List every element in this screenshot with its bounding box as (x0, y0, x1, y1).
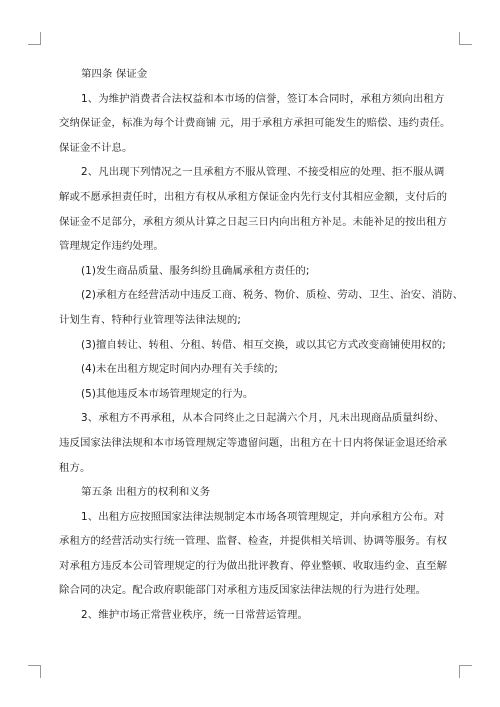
crop-mark-top-right (459, 32, 472, 45)
crop-mark-top-left (28, 32, 41, 45)
paragraph-line: 除合同的决定。配合政府职能部门对承租方违反国家法律法规的行为进行处理。 (59, 584, 427, 597)
paragraph-line: 解或不愿承担责任时，出租方有权从承租方保证金内先行支付其相应金额，支付后的 (59, 190, 448, 203)
paragraph-line: 对承租方违反本公司管理规定的行为做出批评教育、停业整顿、收取违约金、直至解 (59, 559, 448, 572)
crop-mark-bottom-left (28, 665, 41, 678)
paragraph-line: 违反国家法律法规和本市场管理规定等遗留问题，出租方在十日内将保证金退还给承 (59, 436, 448, 449)
paragraph-line: 2、维护市场正常营业秩序，统一日常营运管理。 (81, 609, 309, 622)
paragraph-line: 计划生育、特种行业管理等法律法规的; (59, 313, 241, 326)
list-item-2: (2)承租方在经营活动中违反工商、税务、物价、质检、劳动、卫生、治安、消防、 (81, 289, 464, 302)
section-heading-article-5: 第五条 出租方的权利和义务 (81, 486, 211, 499)
paragraph-line: 1、为维护消费者合法权益和本市场的信誉，签订本合同时，承租方须向出租方 (81, 92, 445, 105)
list-item-5: (5)其他违反本市场管理规定的行为。 (81, 387, 254, 400)
list-item-3: (3)擅自转让、转租、分租、转借、相互交换，或以其它方式改变商铺使用权的; (81, 338, 446, 351)
paragraph-line: 租方。 (59, 461, 91, 474)
paragraph-line: 承租方的经营活动实行统一管理、监督、检查，并提供相关培训、协调等服务。有权 (59, 535, 448, 548)
list-item-4: (4)未在出租方规定时间内办理有关手续的; (81, 363, 278, 376)
paragraph-line: 保证金不足部分，承租方须从计算之日起三日内向出租方补足。未能补足的按出租方 (59, 215, 448, 228)
paragraph-line: 1、出租方应按照国家法律法规制定本市场各项管理规定，并向承租方公布。对 (81, 510, 445, 523)
paragraph-line: 3、承租方不再承租，从本合同终止之日起满六个月，凡未出现商品质量纠纷、 (81, 412, 445, 425)
paragraph-line: 2、凡出现下列情况之一且承租方不服从管理、不接受相应的处理、拒不服从调 (81, 166, 445, 179)
section-heading-article-4: 第四条 保证金 (81, 68, 148, 80)
paragraph-line: 交纳保证金，标准为每个计费商铺 元，用于承租方承担可能发生的赔偿、违约责任。 (59, 117, 451, 130)
paragraph-line: 保证金不计息。 (59, 141, 133, 154)
crop-mark-bottom-right (459, 665, 472, 678)
list-item-1: (1)发生商品质量、服务纠纷且确属承租方责任的; (81, 264, 310, 277)
document-body (59, 62, 464, 628)
paragraph-line: 管理规定作违约处理。 (59, 240, 164, 253)
